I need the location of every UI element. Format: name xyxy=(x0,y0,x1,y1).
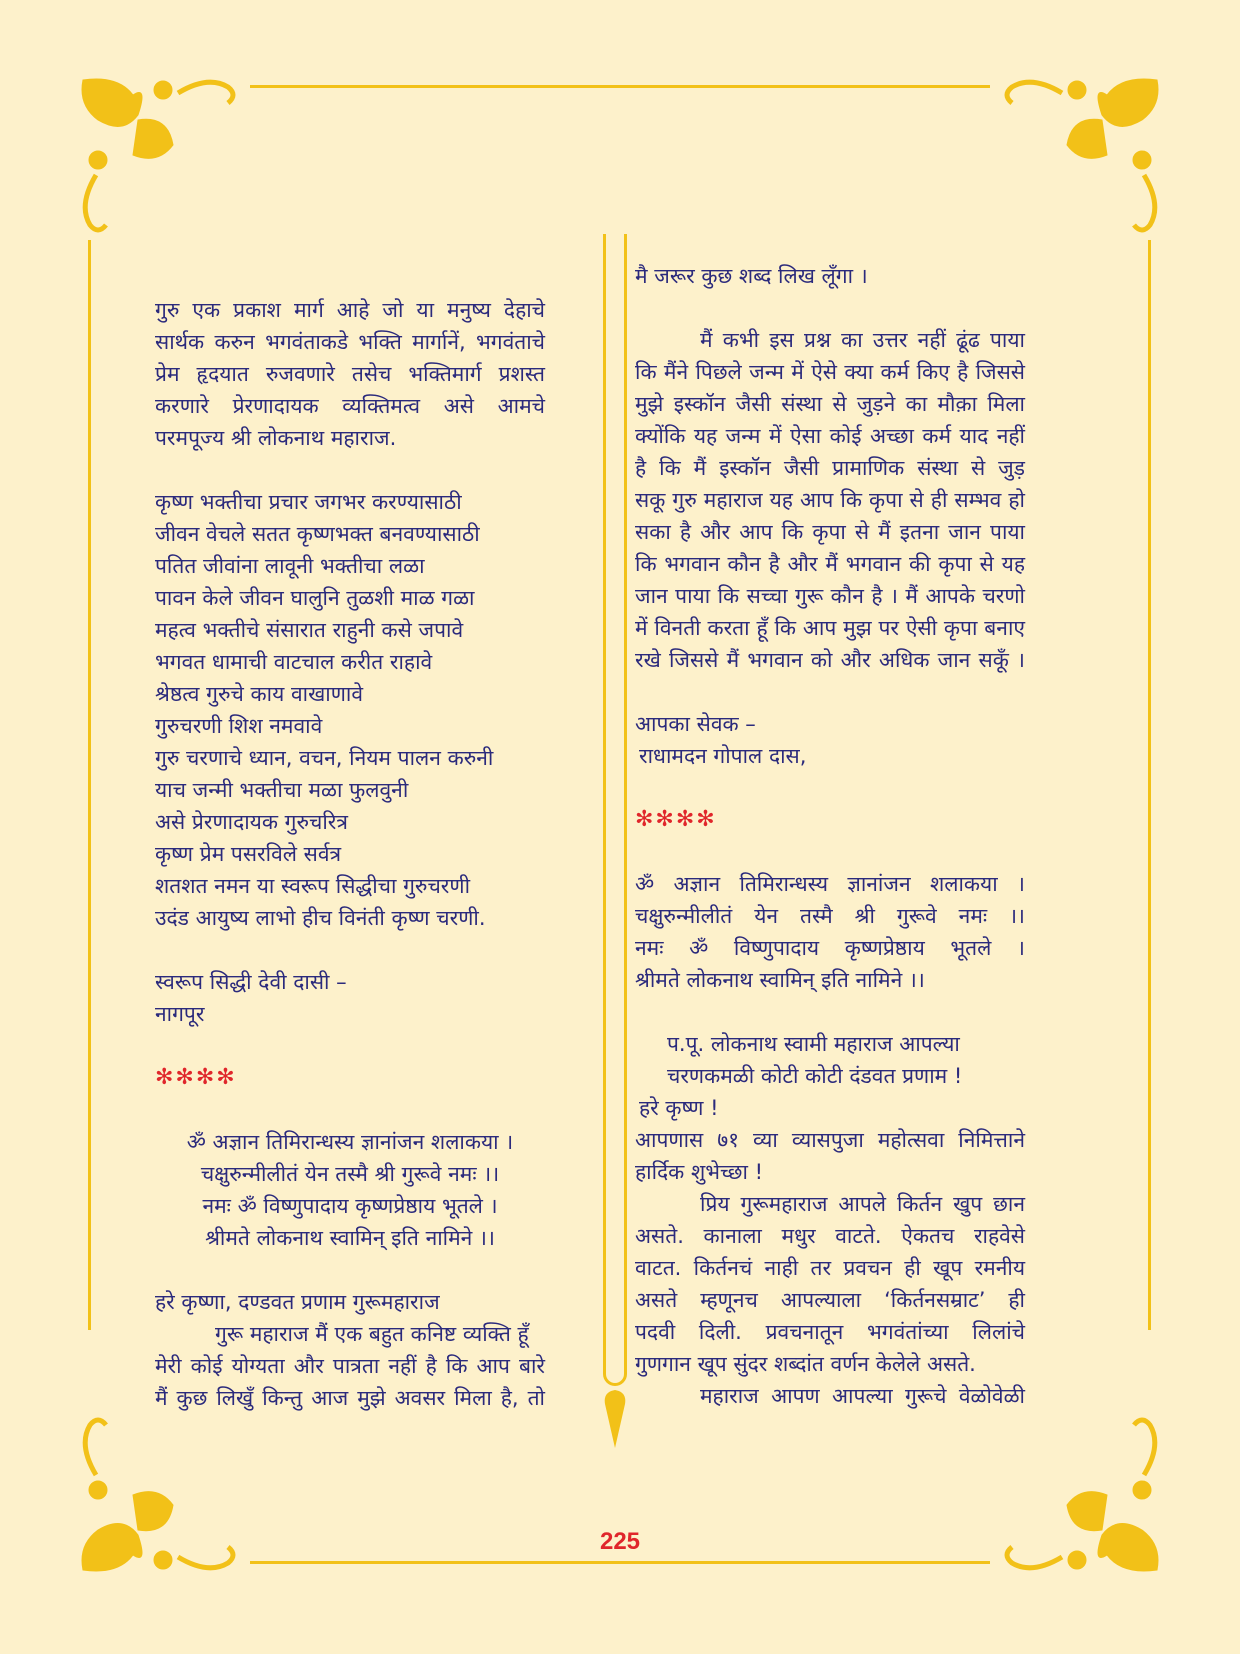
blank-line xyxy=(635,676,1025,708)
text-line: नमः ॐ विष्णुपादाय कृष्णप्रेष्ठाय भूतले । xyxy=(635,936,1025,960)
text-line: गुणगान खूप सुंदर शब्दांत वर्णन केलेले असते. xyxy=(635,1352,976,1376)
text-line: पतित जीवांना लावूनी भक्तीचा लळा xyxy=(155,554,425,578)
frame-top-line xyxy=(250,85,990,88)
text-line: असते म्हणूनच आपल्याला ‘किर्तनसम्राट’ ही xyxy=(635,1288,1025,1312)
text-line: महाराज आपण आपल्या गुरूचे वेळोवेळी xyxy=(700,1384,1025,1408)
text-line: स्वरूप सिद्धी देवी दासी – xyxy=(155,970,347,994)
text-line: है कि मैं इस्कॉन जैसी प्रामाणिक संस्था से जुड़ xyxy=(635,456,1025,480)
corner-ornament-top-right xyxy=(982,75,1162,245)
frame-left-line xyxy=(88,240,91,1330)
text-line: चक्षुरुन्मीलीतं येन तस्मै श्री गुरूवे नमः ।। xyxy=(635,904,1025,928)
text-line: वाटत. किर्तनचं नाही तर प्रवचन ही खूप रमनीय xyxy=(635,1256,1025,1280)
text-line: शतशत नमन या स्वरूप सिद्धीचा गुरुचरणी xyxy=(155,874,471,898)
blank-line xyxy=(155,1254,545,1286)
text-line: चरणकमळी कोटी कोटी दंडवत प्रणाम ! xyxy=(667,1064,963,1088)
text-line: नागपूर xyxy=(155,1002,205,1026)
text-line: मैं कुछ लिखुँ किन्तु आज मुझे अवसर मिला है, तो xyxy=(155,1386,545,1410)
text-line: जीवन वेचले सतत कृष्णभक्त बनवण्यासाठी xyxy=(155,522,480,546)
text-line: श्रीमते लोकनाथ स्वामिन् इति नामिने ।। xyxy=(205,1226,495,1250)
text-line: श्रीमते लोकनाथ स्वामिन् इति नामिने ।। xyxy=(635,968,925,992)
blank-line xyxy=(635,772,1025,804)
frame-right-line xyxy=(1148,240,1151,1330)
section-separator: ✻✻✻✻ xyxy=(635,807,717,832)
text-line: गुरु चरणाचे ध्यान, वचन, नियम पालन करुनी xyxy=(155,746,494,770)
frame-bottom-line xyxy=(250,1561,990,1564)
text-line: कृष्ण प्रेम पसरविले सर्वत्र xyxy=(155,842,342,866)
text-line: राधामदन गोपाल दास, xyxy=(639,744,807,768)
text-line: उदंड आयुष्य लाभो हीच विनंती कृष्ण चरणी. xyxy=(155,906,486,930)
column-divider xyxy=(603,234,627,1386)
text-line: प्रिय गुरूमहाराज आपले किर्तन खुप छान xyxy=(700,1192,1025,1216)
text-line: प.पू. लोकनाथ स्वामी महाराज आपल्या xyxy=(667,1032,960,1056)
text-line: ॐ अज्ञान तिमिरान्धस्य ज्ञानांजन शलाकया । xyxy=(186,1130,514,1154)
page-number: 225 xyxy=(599,1528,641,1555)
text-line: असे प्रेरणादायक गुरुचरित्र xyxy=(155,810,348,834)
text-line: नमः ॐ विष्णुपादाय कृष्णप्रेष्ठाय भूतले । xyxy=(202,1194,498,1218)
text-line: श्रेष्ठत्व गुरुचे काय वाखाणावे xyxy=(155,682,363,706)
blank-line xyxy=(635,836,1025,868)
text-line: आपणास ७१ व्या व्यासपुजा महोत्सवा निमित्ताने xyxy=(635,1128,1025,1152)
text-line: हरे कृष्णा, दण्डवत प्रणाम गुरूमहाराज xyxy=(155,1290,440,1314)
text-line: में विनती करता हूँ कि आप मुझ पर ऐसी कृपा बनाए xyxy=(635,616,1025,640)
text-line: कि मैंने पिछले जन्म में ऐसे क्या कर्म किए है जिससे xyxy=(635,360,1025,384)
text-line: सार्थक करुन भगवंताकडे भक्ति मार्गानें, भगवंताचे xyxy=(155,330,545,354)
left-column xyxy=(155,294,545,1414)
text-line: ॐ अज्ञान तिमिरान्धस्य ज्ञानांजन शलाकया । xyxy=(635,872,1025,896)
blank-line xyxy=(635,996,1025,1028)
section-separator: ✻✻✻✻ xyxy=(155,1065,237,1090)
text-line: प्रेम हृदयात रुजवणारे तसेच भक्तिमार्ग प्रशस्त xyxy=(155,362,545,386)
text-line: गुरु एक प्रकाश मार्ग आहे जो या मनुष्य देहाचे xyxy=(155,298,545,322)
text-line: असते. कानाला मधुर वाटते. ऐकतच राहवेसे xyxy=(635,1224,1025,1248)
text-line: पदवी दिली. प्रवचनातून भगवंतांच्या लिलांचे xyxy=(635,1320,1025,1344)
text-line: भगवत धामाची वाटचाल करीत राहावे xyxy=(155,650,433,674)
text-line: गुरू महाराज मैं एक बहुत कनिष्ट व्यक्ति हूँ xyxy=(215,1322,529,1346)
text-line: कृष्ण भक्तीचा प्रचार जगभर करण्यासाठी xyxy=(155,490,462,514)
text-line: मैं कभी इस प्रश्न का उत्तर नहीं ढूंढ पाया xyxy=(700,328,1025,352)
text-line: चक्षुरुन्मीलीतं येन तस्मै श्री गुरूवे नमः ।। xyxy=(200,1162,500,1186)
text-line: महत्व भक्तीचे संसारात राहुनी कसे जपावे xyxy=(155,618,464,642)
blank-line xyxy=(155,454,545,486)
text-line: सकू गुरु महाराज यह आप कि कृपा से ही सम्भव हो xyxy=(635,488,1025,512)
text-line: हार्दिक शुभेच्छा ! xyxy=(635,1160,764,1184)
blank-line xyxy=(635,292,1025,324)
pendant-ornament xyxy=(603,1390,627,1448)
text-line: आपका सेवक – xyxy=(635,712,756,736)
blank-line xyxy=(155,934,545,966)
corner-ornament-top-left xyxy=(78,75,258,245)
text-line: मुझे इस्कॉन जैसी संस्था से जुड़ने का मौक़ा मिला xyxy=(635,392,1025,416)
text-line: मेरी कोई योग्यता और पात्रता नहीं है कि आप बारे xyxy=(155,1354,545,1378)
text-line: रखे जिससे मैं भगवान को और अधिक जान सकूँ । xyxy=(635,648,1025,672)
text-line: करणारे प्रेरणादायक व्यक्तिमत्व असे आमचे xyxy=(155,394,545,418)
text-line: हरे कृष्ण ! xyxy=(639,1096,719,1120)
text-line: गुरुचरणी शिश नमवावे xyxy=(155,714,323,738)
right-column xyxy=(635,260,1025,1412)
text-line: सका है और आप कि कृपा से मैं इतना जान पाया xyxy=(635,520,1025,544)
text-line: याच जन्मी भक्तीचा मळा फुलवुनी xyxy=(155,778,409,802)
text-line: कि भगवान कौन है और मैं भगवान की कृपा से यह xyxy=(635,552,1025,576)
text-line: क्योंकि यह जन्म में ऐसा कोई अच्छा कर्म याद नहीं xyxy=(635,424,1025,448)
text-line: जान पाया कि सच्चा गुरू कौन है । मैं आपके चरणो xyxy=(635,584,1025,608)
text-line: मै जरूर कुछ शब्द लिख लूँगा । xyxy=(635,264,868,288)
text-line: परमपूज्य श्री लोकनाथ महाराज. xyxy=(155,426,397,450)
text-line: पावन केले जीवन घालुनि तुळशी माळ गळा xyxy=(155,586,475,610)
blank-line xyxy=(155,1030,545,1062)
blank-line xyxy=(155,1094,545,1126)
